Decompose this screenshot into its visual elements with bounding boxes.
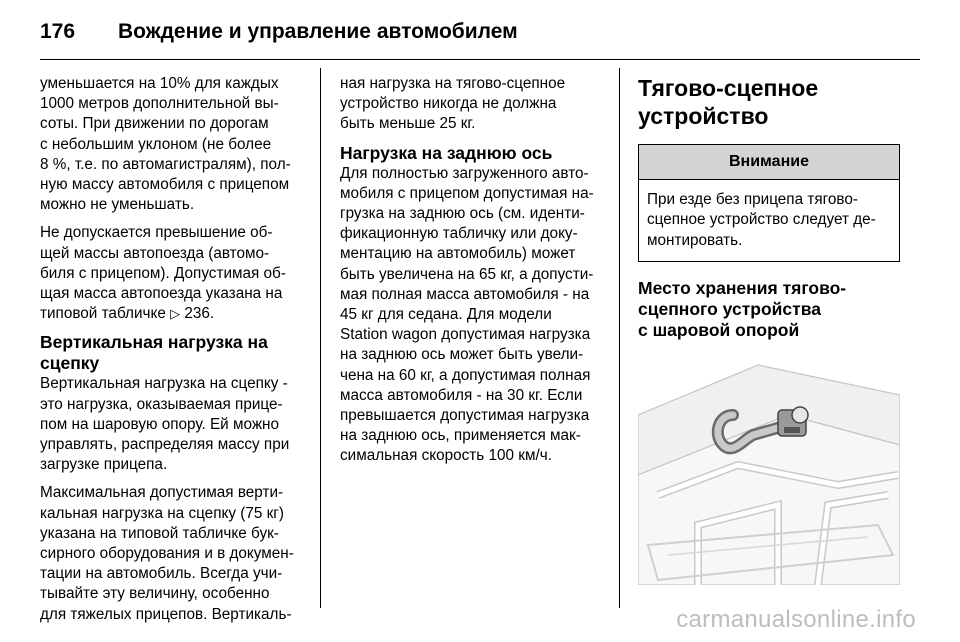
page-number: 176 (40, 20, 76, 43)
page-header (40, 14, 518, 50)
warning-text: При езде без прицепа тягово- сцепное устройство следует де- монтировать. (647, 191, 876, 249)
column-divider (320, 68, 321, 608)
paragraph-text: Не допускается превышение об- щей массы автопоезда (автомо- биля с прицепом). Допустимая об- щая масса автопоезда указана на типовой табличке (40, 224, 286, 323)
column-3 (638, 74, 900, 591)
paragraph: ная нагрузка на тягово-сцепное устройство никогда не должна быть меньше 25 кг. (340, 75, 566, 133)
towbar-storage-illustration (638, 355, 900, 585)
header-rule (40, 59, 920, 60)
warning-title: Внимание (639, 145, 899, 180)
page-ref-icon: ▷ (170, 306, 181, 322)
paragraph: уменьшается на 10% для каждых 1000 метров дополнительной вы- соты. При движении по дорогам с небольшим уклоном (не более 8 %, т.е. по автомагистралям), пол- ную массу автомобиля с прицепом можно не уменьшать. (40, 75, 291, 214)
paragraph: Для полностью загруженного авто- мобиля с прицепом допустимая на- грузка на заднюю ось (см. иденти- фикационную табличку или доку- ментацию на автомобиль) может быть увеличена на 65 кг, а допусти- мая полная масса автомобиля - на 45 кг для седана. Для модели Station wagon допустимая нагрузка на заднюю ось может быть увели- чена на 60 кг, а допустимая полная масса автомобиля - на 30 кг. Если превышается допустимая нагрузка на заднюю ось, применяется мак- симальная скорость 100 км/ч. (340, 164, 594, 465)
warning-box (638, 144, 900, 262)
column-2 (340, 74, 606, 475)
column-1 (40, 74, 310, 633)
column-divider (619, 68, 620, 608)
paragraph: Максимальная допустимая верти- кальная нагрузка на сцепку (75 кг) указана на типовой табличке бук- сирного оборудования и в докумен- тации на автомобиль. Всегда учи- тывайте эту величину, особенно для тяжелых прицепов. Вертикаль- (40, 484, 294, 623)
heading-towbar: Тягово-сцепное устройство (638, 75, 819, 129)
page-ref-link[interactable]: 236. (184, 305, 215, 323)
paragraph-total-mass (40, 223, 310, 324)
watermark: carmanualsonline.info (676, 606, 916, 633)
page-title: Вождение и управление автомобилем (118, 20, 518, 43)
heading-vertical-load: Вертикальная нагрузка на сцепку (40, 332, 268, 374)
heading-rear-axle-load: Нагрузка на заднюю ось (340, 142, 553, 163)
paragraph: Вертикальная нагрузка на сцепку - это нагрузка, оказываемая прице- пом на шаровую опору. Ей можно управлять, распределяя массу при загрузке прицепа. (40, 375, 290, 474)
heading-storage: Место хранения тягово- сцепного устройства с шаровой опорой (638, 277, 847, 340)
